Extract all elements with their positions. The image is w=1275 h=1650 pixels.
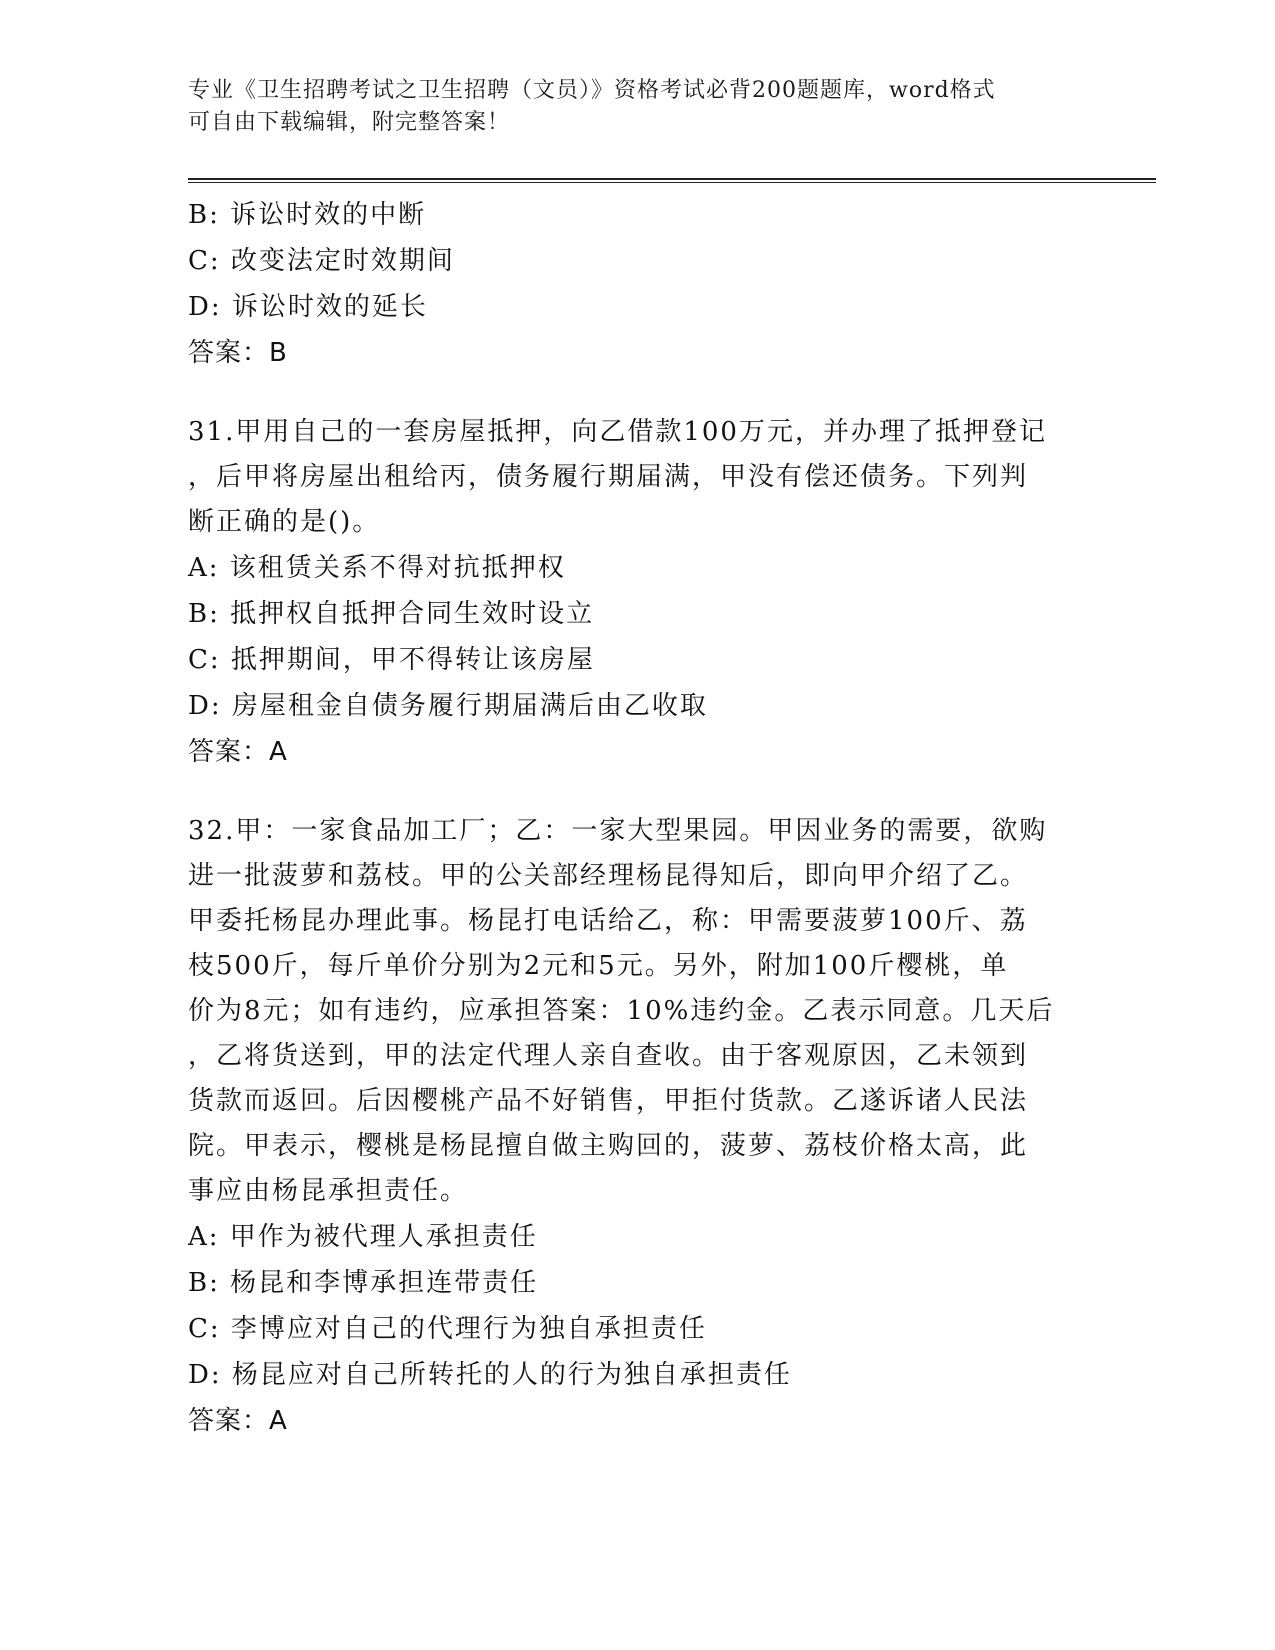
option-c: C: 李博应对自己的代理行为独自承担责任 — [188, 1314, 707, 1344]
question-32-stem-line: 甲委托杨昆办理此事。杨昆打电话给乙，称：甲需要菠萝100斤、荔 — [188, 906, 1028, 936]
option-a: A: 甲作为被代理人承担责任 — [188, 1222, 538, 1252]
question-32-stem-line: 32.甲：一家食品加工厂；乙：一家大型果园。甲因业务的需要，欲购 — [188, 816, 1048, 846]
option-b: B: 诉讼时效的中断 — [188, 200, 427, 230]
question-32-stem-line: 进一批菠萝和荔枝。甲的公关部经理杨昆得知后，即向甲介绍了乙。 — [188, 861, 1029, 891]
option-b: B: 杨昆和李博承担连带责任 — [188, 1268, 539, 1298]
option-c: C: 改变法定时效期间 — [188, 246, 455, 276]
question-32-stem-line: 货款而返回。后因樱桃产品不好销售，甲拒付货款。乙遂诉诸人民法 — [188, 1086, 1029, 1116]
question-31-stem-line: 31.甲用自己的一套房屋抵押，向乙借款100万元，并办理了抵押登记 — [188, 417, 1047, 447]
header-line-2: 可自由下载编辑，附完整答案！ — [188, 110, 511, 135]
document-header — [188, 75, 1068, 139]
question-31-stem-line: 断正确的是()。 — [188, 507, 381, 537]
question-32-stem-line: 事应由杨昆承担责任。 — [188, 1176, 469, 1206]
answer-label: 答案：A — [188, 1406, 288, 1436]
question-32-stem-line: 院。甲表示，樱桃是杨昆擅自做主购回的，菠萝、荔枝价格太高，此 — [188, 1131, 1029, 1161]
question-31-stem-line: ，后甲将房屋出租给丙，债务履行期届满，甲没有偿还债务。下列判 — [188, 462, 1029, 492]
answer-label: 答案：B — [188, 338, 288, 368]
option-d: D: 房屋租金自债务履行期届满后由乙收取 — [188, 691, 708, 721]
option-c: C: 抵押期间，甲不得转让该房屋 — [188, 645, 595, 675]
question-32-stem-line: 枝500斤，每斤单价分别为2元和5元。另外，附加100斤樱桃，单 — [188, 951, 1009, 981]
option-a: A: 该租赁关系不得对抗抵押权 — [188, 553, 566, 583]
option-d: D: 杨昆应对自己所转托的人的行为独自承担责任 — [188, 1360, 792, 1390]
question-32-stem-line: ，乙将货送到，甲的法定代理人亲自查收。由于客观原因，乙未领到 — [188, 1041, 1029, 1071]
question-content — [188, 192, 1088, 1478]
prev-question-block — [188, 192, 1088, 376]
question-31-block — [188, 410, 1088, 775]
option-b: B: 抵押权自抵押合同生效时设立 — [188, 599, 595, 629]
question-32-block — [188, 809, 1088, 1444]
answer-label: 答案：A — [188, 737, 288, 767]
header-divider — [188, 178, 1156, 183]
question-32-stem-line: 价为8元；如有违约，应承担答案：10%违约金。乙表示同意。几天后 — [188, 996, 1055, 1026]
option-d: D: 诉讼时效的延长 — [188, 292, 428, 322]
header-line-1: 专业《卫生招聘考试之卫生招聘（文员）》资格考试必背200题题库，word格式 — [188, 78, 996, 103]
